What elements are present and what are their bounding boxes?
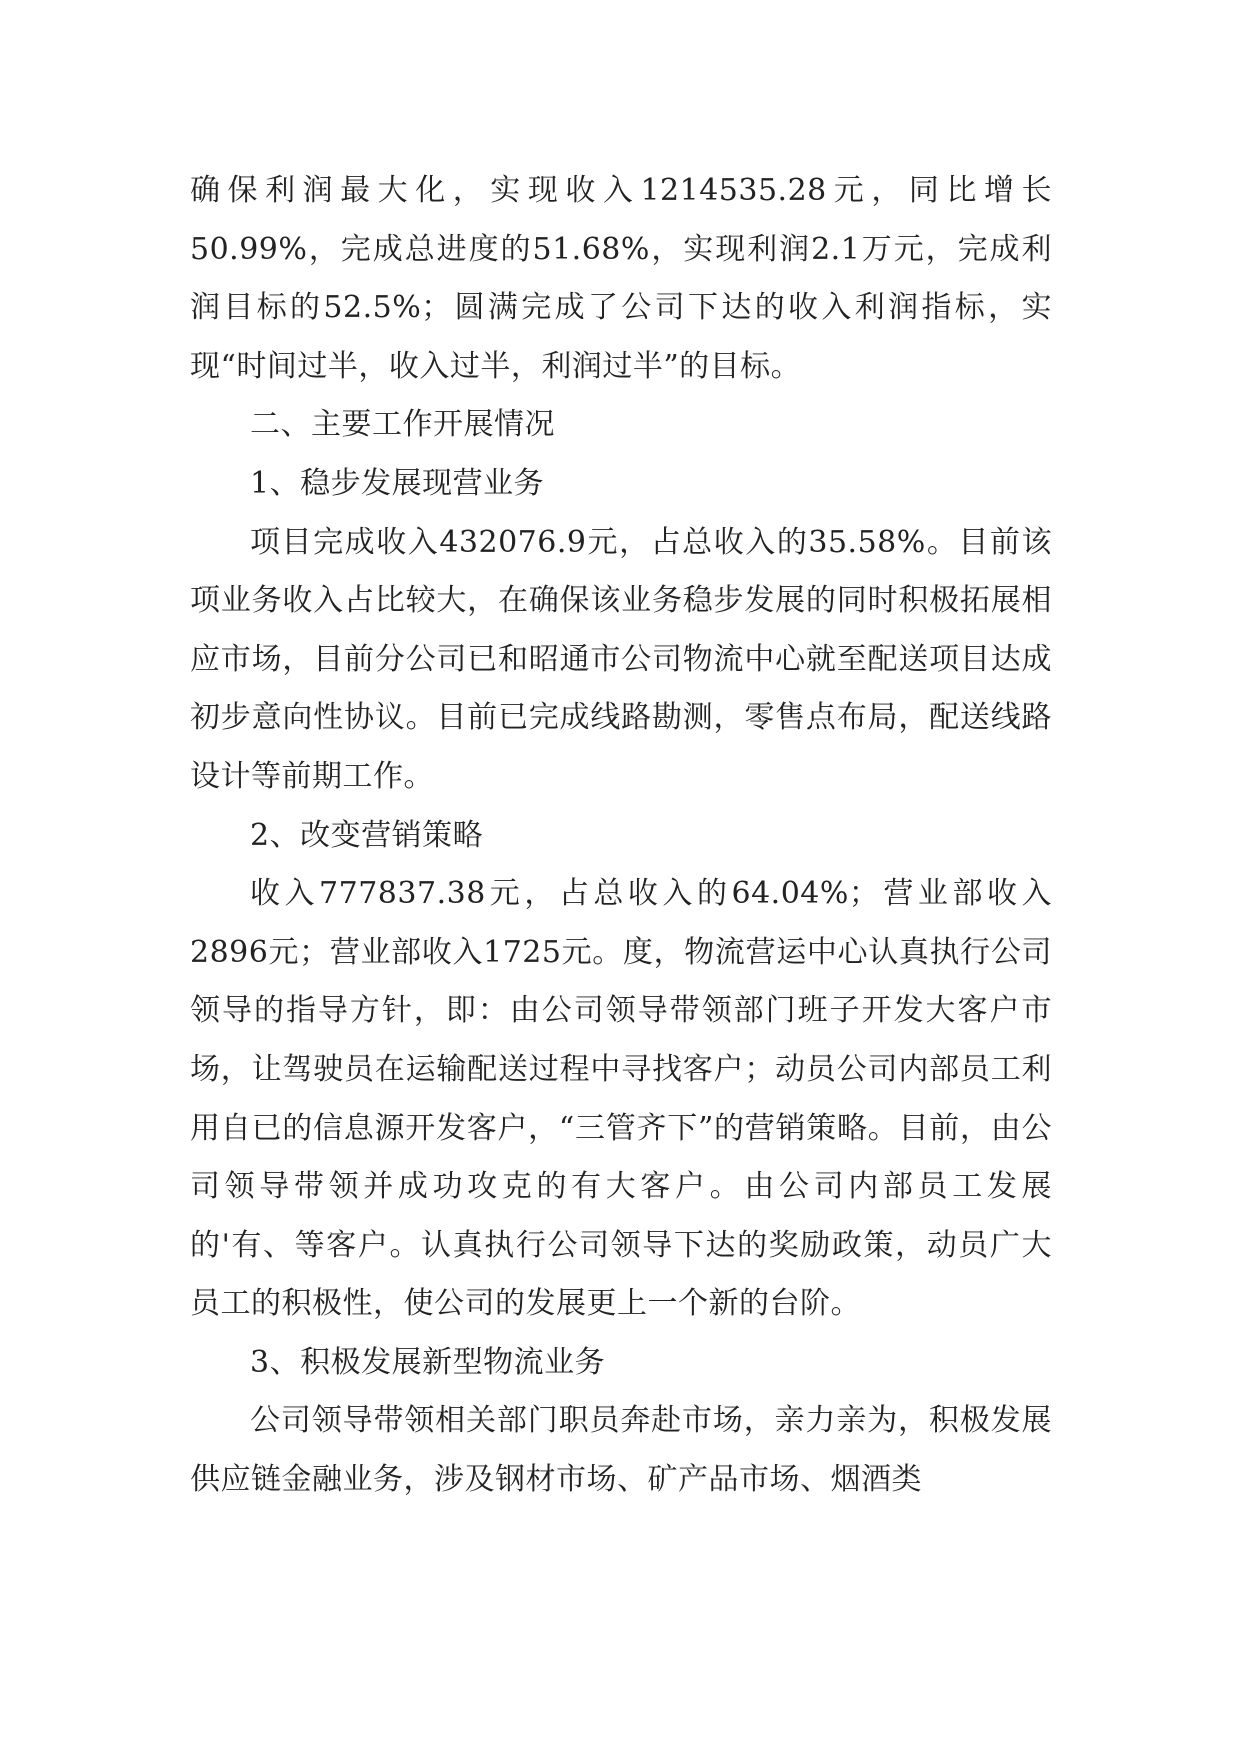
paragraph-item-2: 收入777837.38元，占总收入的64.04%；营业部收入2896元；营业部收入1725元。度，物流营运中心认真执行公司领导的指导方针，即：由公司领导带领部门班子开发大客户市场，让驾驶员在运输配送过程中寻找客户；动员公司内部员工利用自已的信息源开发客户，“三管齐下”的营销策略。目前，由公司领导带领并成功攻克的有大客户。由公司内部员工发展的'有、等客户。认真执行公司领导下达的奖励政策，动员广大员工的积极性，使公司的发展更上一个新的台阶。: [190, 876, 1052, 1322]
subheading-item-2: 2、改变营销策略: [250, 817, 484, 853]
section-heading-main-work: 二、主要工作开展情况: [250, 407, 555, 443]
paragraph-continued: 确保利润最大化，实现收入1214535.28元，同比增长50.99%，完成总进度的51.68%，实现利润2.1万元，完成利润目标的52.5%；圆满完成了公司下达的收入利润指标，实现“时间过半，收入过半，利润过半”的目标。: [190, 173, 1052, 384]
subheading-item-3: 3、积极发展新型物流业务: [250, 1344, 606, 1380]
paragraph-item-1: 项目完成收入432076.9元，占总收入的35.58%。目前该项业务收入占比较大，在确保该业务稳步发展的同时积极拓展相应市场，目前分公司已和昭通市公司物流中心就至配送项目达成初步意向性协议。目前已完成线路勘测，零售点布局，配送线路设计等前期工作。: [190, 524, 1052, 794]
paragraph-item-3: 公司领导带领相关部门职员奔赴市场，亲力亲为，积极发展供应链金融业务，涉及钢材市场、矿产品市场、烟酒类: [190, 1403, 1052, 1498]
subheading-item-1: 1、稳步发展现营业务: [250, 465, 545, 501]
document-body: [190, 162, 1052, 1510]
